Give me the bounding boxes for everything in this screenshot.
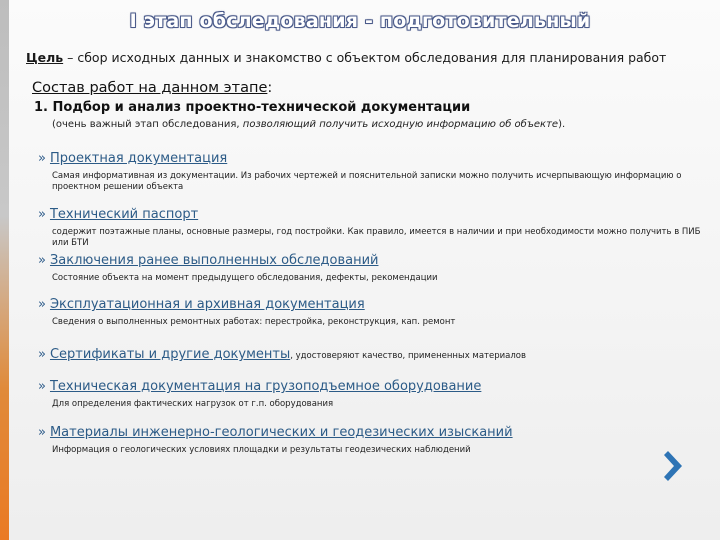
list-item-head: [38, 297, 708, 314]
goal-label: Цель: [26, 50, 64, 65]
list-item-head: [38, 379, 708, 396]
section-note-close: ).: [558, 119, 566, 130]
side-accent-bar: [0, 0, 9, 540]
bullet-icon: »: [38, 151, 46, 166]
previous-surveys-link[interactable]: Заключения ранее выполненных обследований: [49, 253, 379, 268]
section-note-italic: позволяющий получить исходную информацию об объекте: [242, 119, 559, 130]
list-item-head: [38, 253, 708, 270]
design-docs-link[interactable]: Проектная документация: [49, 151, 228, 166]
composition-colon: :: [267, 80, 273, 96]
list-item-description: Информация о геологических условиях площадки и результаты геодезических наблюдений: [52, 445, 471, 455]
list-item-inline: , удостоверяют качество, примененных материалов: [290, 351, 526, 361]
tech-passport-link[interactable]: Технический паспорт: [49, 207, 199, 222]
bullet-icon: »: [38, 207, 46, 222]
section-note: [52, 119, 565, 130]
list-item-description: Для определения фактических нагрузок от г.п. оборудования: [52, 399, 334, 409]
list-item-previous-surveys: [38, 253, 708, 284]
list-item-head: [38, 347, 708, 364]
lifting-equipment-link[interactable]: Техническая документация на грузоподъемное оборудование: [49, 379, 482, 394]
list-item-design-docs: [38, 151, 708, 193]
list-item-description: Сведения о выполненных ремонтных работах: перестройка, реконструкция, кап. ремонт: [52, 317, 456, 327]
chevron-right-icon[interactable]: [662, 449, 688, 483]
list-item-head: [38, 425, 708, 442]
section-heading: 1. Подбор и анализ проектно-технической документации: [34, 100, 471, 115]
goal-line: [26, 50, 706, 66]
goal-text: – сбор исходных данных и знакомство с объектом обследования для планирования работ: [63, 50, 667, 65]
list-item-geological-surveys: [38, 425, 708, 456]
list-item-lifting-equipment: [38, 379, 708, 410]
list-item-operational-docs: [38, 297, 708, 328]
operational-docs-link[interactable]: Эксплуатационная и архивная документация: [49, 297, 365, 312]
list-item-head: [38, 207, 708, 224]
composition-heading: [32, 80, 272, 96]
list-item-tech-passport: [38, 207, 708, 249]
bullet-icon: »: [38, 253, 46, 268]
list-item-head: [38, 151, 708, 168]
geological-surveys-link[interactable]: Материалы инженерно-геологических и геодезических изысканий: [49, 425, 513, 440]
section-note-open: (очень важный этап обследования,: [52, 119, 243, 130]
slide-title: I этап обследования - подготовительный: [129, 10, 591, 32]
list-item-description: Состояние объекта на момент предыдущего обследования, дефекты, рекомендации: [52, 273, 438, 283]
list-item-description: Самая информативная из документации. Из рабочих чертежей и пояснительной записки можно получить исчерпывающую информацию о проектном решении объекта: [52, 171, 682, 192]
bullet-icon: »: [38, 425, 46, 440]
composition-text: Состав работ на данном этапе: [32, 80, 268, 96]
list-item-certificates: [38, 347, 708, 364]
bullet-icon: »: [38, 297, 46, 312]
list-item-description: содержит поэтажные планы, основные размеры, год постройки. Как правило, имеется в наличии и при необходимости можно получить в ПИБ или БТИ: [52, 227, 701, 248]
bullet-icon: »: [38, 347, 46, 362]
bullet-icon: »: [38, 379, 46, 394]
certificates-link[interactable]: Сертификаты и другие документы: [49, 347, 291, 362]
